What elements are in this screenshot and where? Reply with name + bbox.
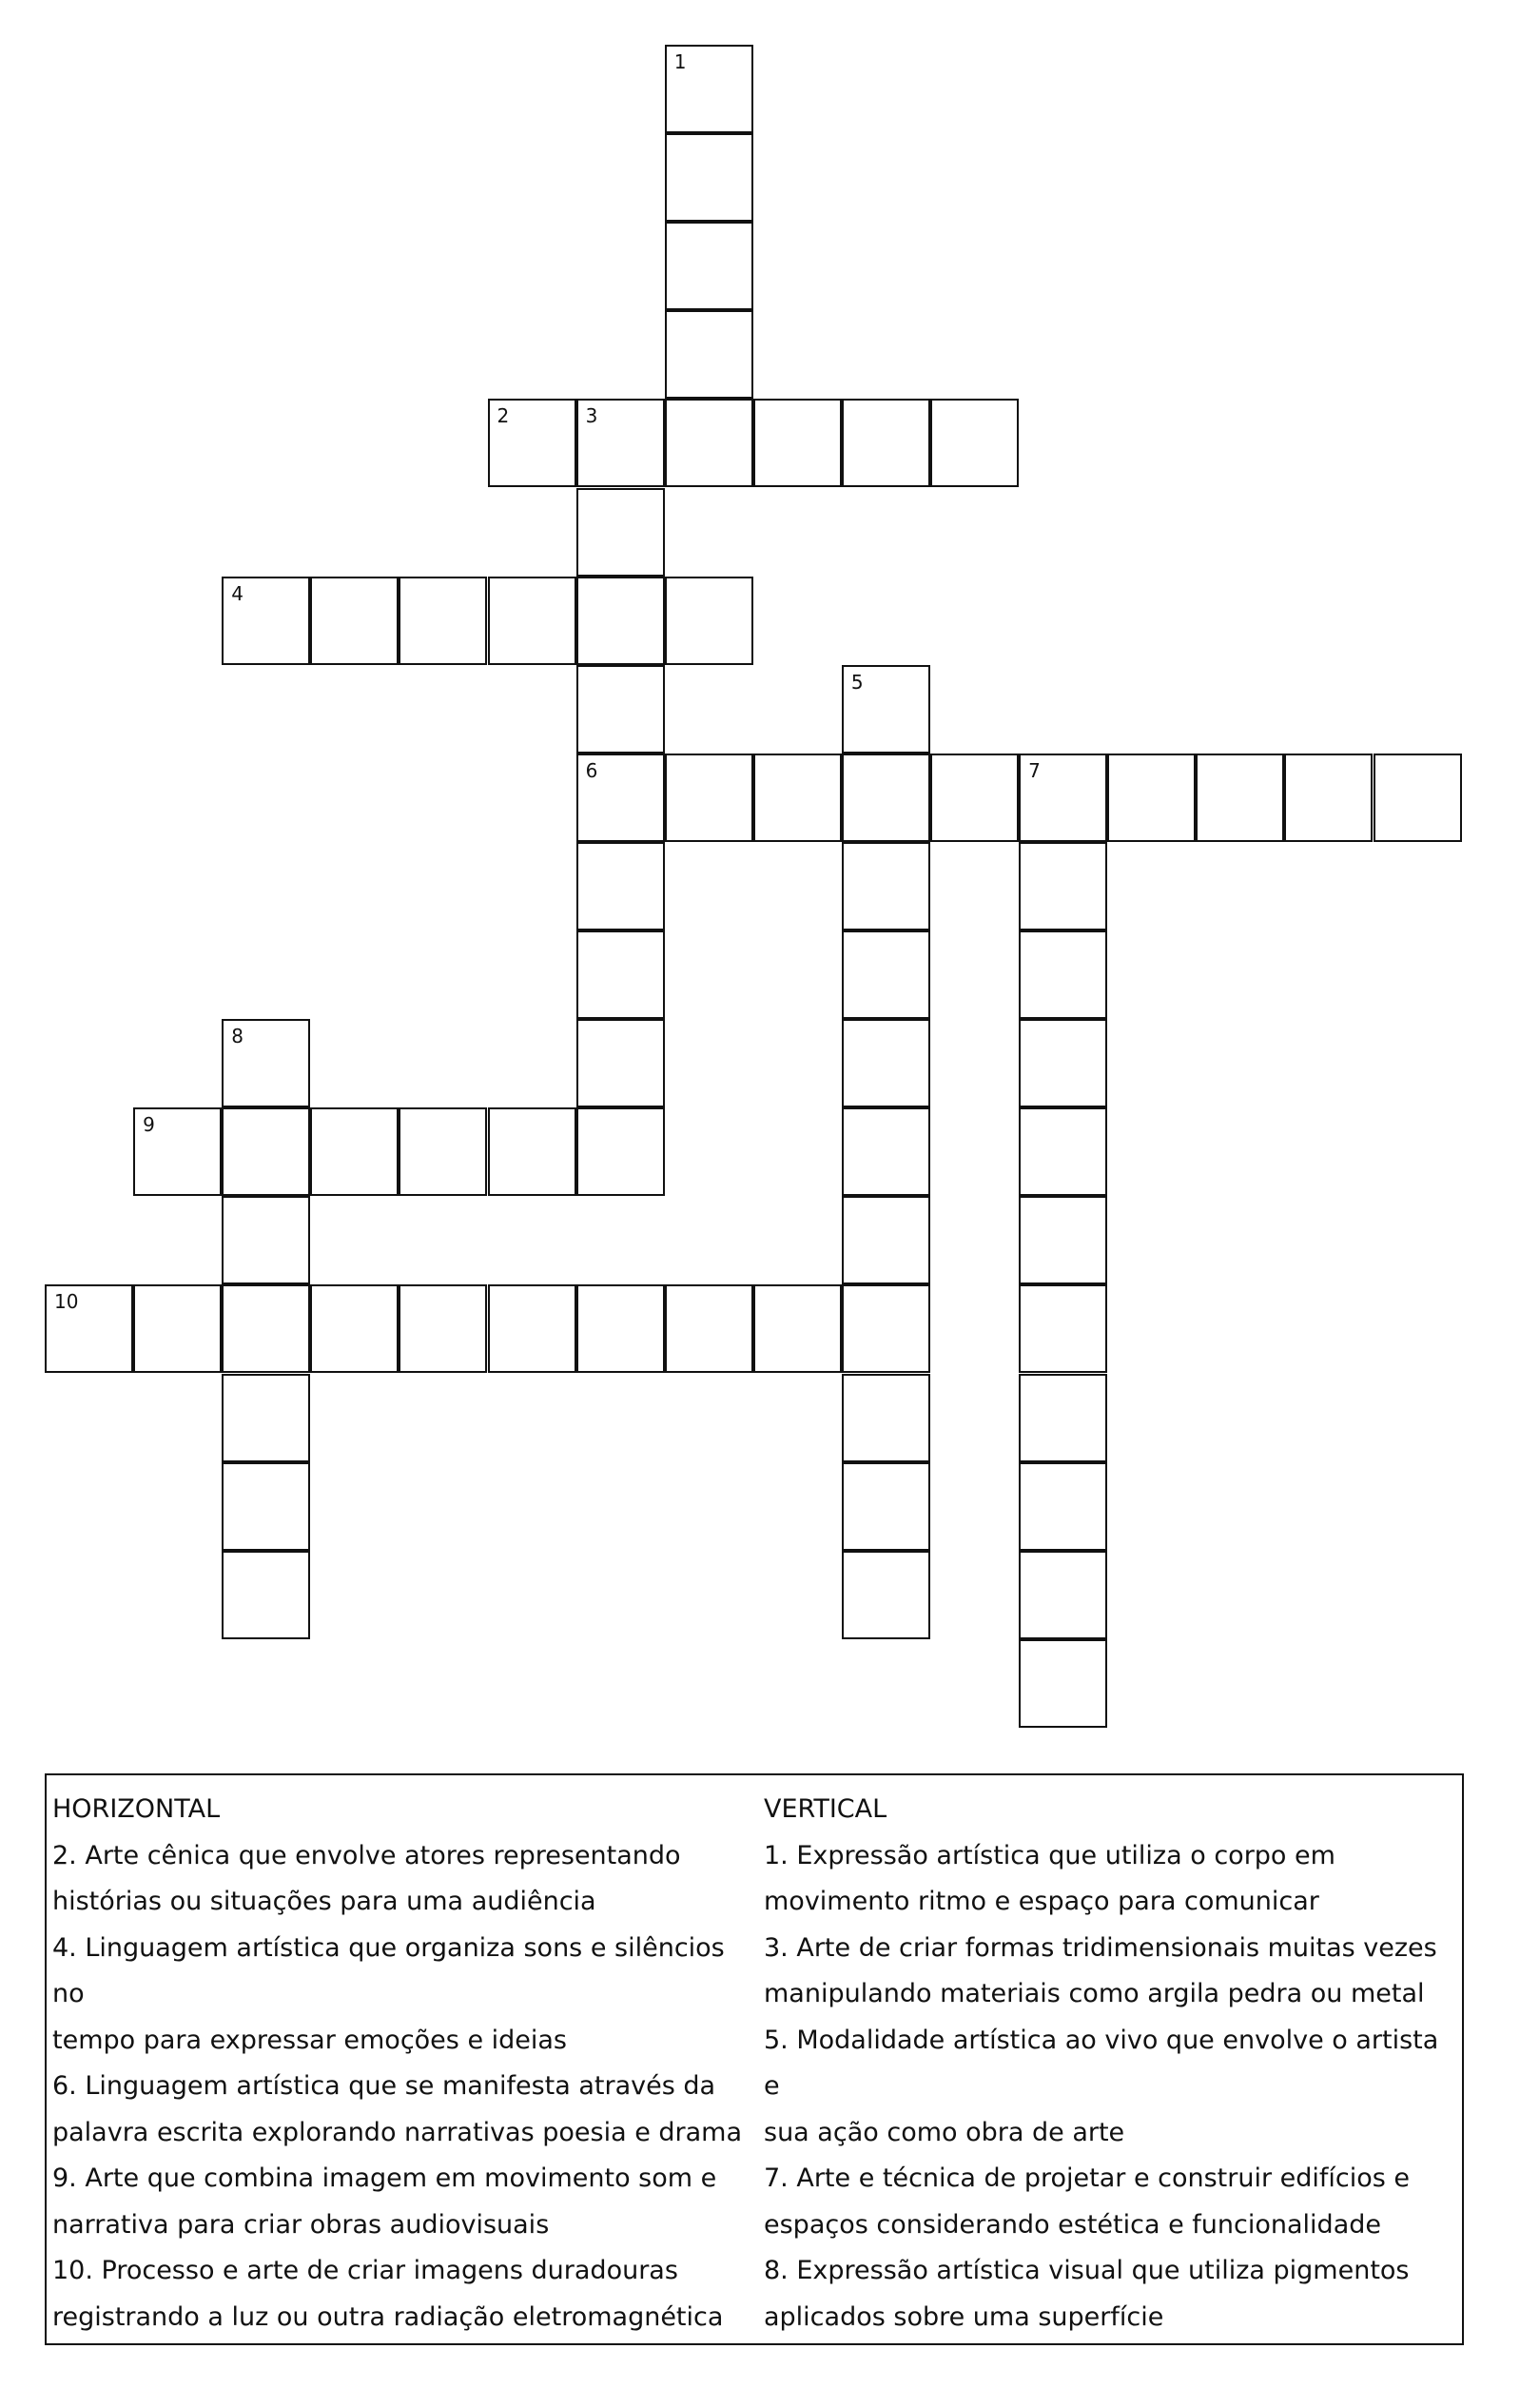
grid-cell[interactable]	[488, 577, 576, 665]
grid-cell[interactable]	[665, 399, 753, 487]
grid-cell[interactable]	[488, 1107, 576, 1196]
clue-number: 3	[585, 404, 598, 428]
grid-cell[interactable]	[842, 1462, 930, 1551]
grid-cell[interactable]	[222, 1551, 310, 1639]
grid-cell[interactable]	[842, 842, 930, 930]
grid-cell[interactable]	[1019, 1374, 1107, 1462]
vertical-clues	[764, 1787, 1458, 2340]
grid-cell[interactable]	[665, 222, 753, 310]
grid-cell[interactable]	[222, 1284, 310, 1373]
clue-horizontal-4: 4. Linguagem artística que organiza sons e silêncios no tempo para expressar emoções e ideias	[52, 1932, 725, 2055]
grid-cell[interactable]	[310, 1284, 399, 1373]
grid-cell[interactable]	[1019, 1107, 1107, 1196]
grid-cell[interactable]	[1019, 1639, 1107, 1728]
grid-cell[interactable]	[753, 1284, 842, 1373]
grid-cell[interactable]	[133, 1284, 222, 1373]
grid-cell[interactable]	[1019, 1551, 1107, 1639]
horizontal-title: HORIZONTAL	[52, 1794, 221, 1824]
clue-number: 2	[497, 404, 510, 428]
grid-cell-2[interactable]	[488, 399, 576, 487]
grid-cell[interactable]	[1196, 754, 1284, 842]
grid-cell[interactable]	[842, 1107, 930, 1196]
grid-cell[interactable]	[842, 930, 930, 1019]
grid-cell[interactable]	[842, 399, 930, 487]
grid-cell[interactable]	[753, 754, 842, 842]
grid-cell-6[interactable]	[576, 754, 665, 842]
clue-vertical-7: 7. Arte e técnica de projetar e construir edifícios e espaços considerando estética e funcionalidade	[764, 2163, 1411, 2240]
clue-number: 10	[54, 1290, 79, 1314]
clue-vertical-8: 8. Expressão artística visual que utiliza pigmentos aplicados sobre uma superfície	[764, 2256, 1410, 2332]
clue-number: 9	[143, 1113, 155, 1137]
grid-cell[interactable]	[1019, 842, 1107, 930]
grid-cell-8[interactable]	[222, 1019, 310, 1107]
grid-cell[interactable]	[1019, 930, 1107, 1019]
grid-cell[interactable]	[576, 842, 665, 930]
grid-cell[interactable]	[1284, 754, 1373, 842]
grid-cell[interactable]	[1019, 1196, 1107, 1284]
horizontal-clues	[52, 1787, 756, 2340]
clue-number: 1	[673, 50, 687, 73]
grid-cell-10[interactable]	[45, 1284, 133, 1373]
grid-cell[interactable]	[842, 1551, 930, 1639]
clue-number: 7	[1028, 758, 1041, 782]
grid-cell[interactable]	[930, 754, 1019, 842]
grid-cell[interactable]	[842, 1284, 930, 1373]
grid-cell[interactable]	[1374, 754, 1462, 842]
clue-number: 5	[850, 670, 864, 694]
grid-cell-1[interactable]	[665, 45, 753, 133]
grid-cell[interactable]	[1107, 754, 1196, 842]
clues-panel	[45, 1773, 1464, 2345]
grid-cell-5[interactable]	[842, 665, 930, 754]
grid-cell[interactable]	[222, 1374, 310, 1462]
grid-cell[interactable]	[665, 1284, 753, 1373]
clue-number: 8	[231, 1025, 244, 1048]
grid-cell[interactable]	[1019, 1019, 1107, 1107]
grid-cell[interactable]	[576, 1284, 665, 1373]
clue-horizontal-9: 9. Arte que combina imagem em movimento som e narrativa para criar obras audiovisuais	[52, 2163, 717, 2240]
grid-cell[interactable]	[576, 488, 665, 577]
grid-cell[interactable]	[222, 1196, 310, 1284]
grid-cell[interactable]	[399, 1284, 487, 1373]
grid-cell-3[interactable]	[576, 399, 665, 487]
grid-cell[interactable]	[842, 1374, 930, 1462]
grid-cell[interactable]	[576, 665, 665, 754]
grid-cell[interactable]	[488, 1284, 576, 1373]
grid-cell-7[interactable]	[1019, 754, 1107, 842]
clue-horizontal-6: 6. Linguagem artística que se manifesta através da palavra escrita explorando narrativas poesia e drama	[52, 2071, 743, 2147]
grid-cell[interactable]	[576, 1107, 665, 1196]
grid-cell[interactable]	[222, 1462, 310, 1551]
grid-cell[interactable]	[842, 1196, 930, 1284]
clue-number: 6	[585, 758, 598, 782]
grid-cell[interactable]	[1019, 1462, 1107, 1551]
grid-cell[interactable]	[310, 577, 399, 665]
grid-cell-9[interactable]	[133, 1107, 222, 1196]
grid-cell[interactable]	[576, 577, 665, 665]
clue-vertical-5: 5. Modalidade artística ao vivo que envolve o artista e sua ação como obra de arte	[764, 2025, 1439, 2147]
grid-cell[interactable]	[842, 1019, 930, 1107]
grid-cell[interactable]	[576, 930, 665, 1019]
grid-cell-4[interactable]	[222, 577, 310, 665]
grid-cell[interactable]	[1019, 1284, 1107, 1373]
grid-cell[interactable]	[665, 133, 753, 222]
grid-cell[interactable]	[576, 1019, 665, 1107]
grid-cell[interactable]	[310, 1107, 399, 1196]
grid-cell[interactable]	[842, 754, 930, 842]
clue-vertical-3: 3. Arte de criar formas tridimensionais muitas vezes manipulando materiais como argila pedra ou metal	[764, 1932, 1437, 2008]
grid-cell[interactable]	[665, 310, 753, 399]
grid-cell[interactable]	[930, 399, 1019, 487]
grid-cell[interactable]	[753, 399, 842, 487]
clue-horizontal-2: 2. Arte cênica que envolve atores representando histórias ou situações para uma audiência	[52, 1840, 681, 1916]
clue-number: 4	[231, 581, 244, 605]
clue-horizontal-10: 10. Processo e arte de criar imagens duradouras registrando a luz ou outra radiação eletromagnética	[52, 2256, 724, 2332]
grid-cell[interactable]	[399, 577, 487, 665]
grid-cell[interactable]	[399, 1107, 487, 1196]
grid-cell[interactable]	[665, 577, 753, 665]
grid-cell[interactable]	[222, 1107, 310, 1196]
vertical-title: VERTICAL	[764, 1794, 887, 1824]
grid-cell[interactable]	[665, 754, 753, 842]
clue-vertical-1: 1. Expressão artística que utiliza o corpo em movimento ritmo e espaço para comunicar	[764, 1840, 1335, 1916]
